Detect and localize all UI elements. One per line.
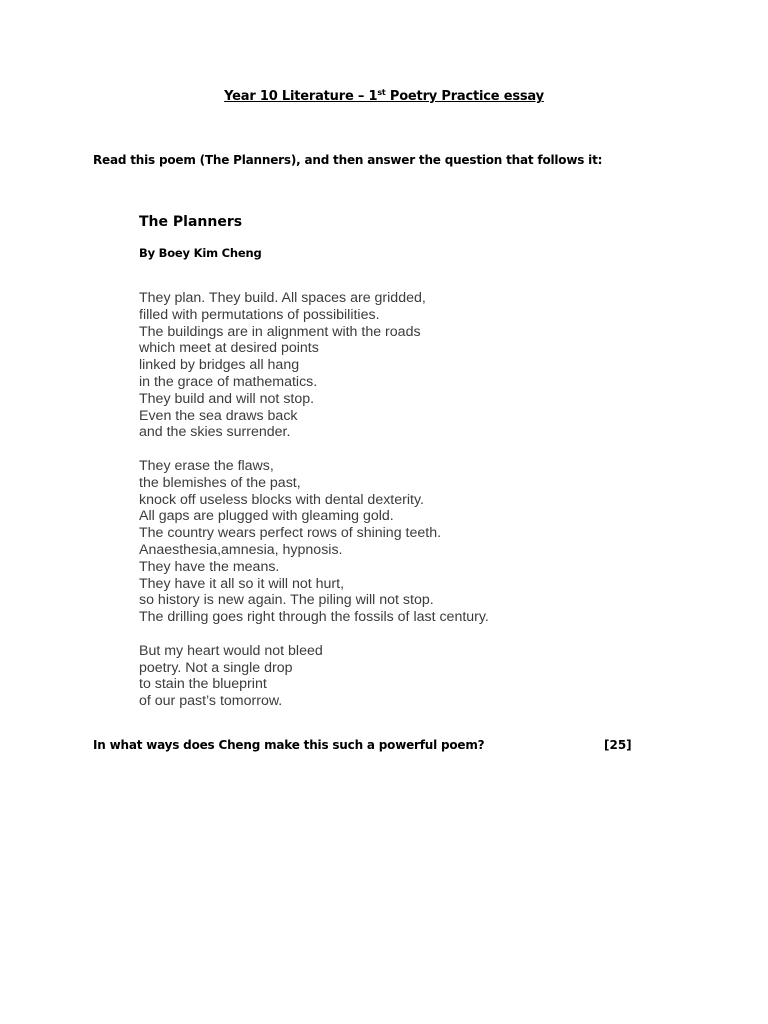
poem-line: the blemishes of the past, (139, 474, 301, 491)
poem-line: The buildings are in alignment with the roads (139, 323, 421, 340)
poem-author: By Boey Kim Cheng (139, 246, 262, 260)
marks-label: [25] (604, 738, 632, 752)
title-prefix: Year 10 Literature – 1 (224, 89, 378, 104)
poem-line: They erase the flaws, (139, 457, 274, 474)
stanza-1 (139, 290, 489, 441)
instruction-text: Read this poem (The Planners), and then answer the question that follows it: (93, 153, 603, 167)
poem-line: The country wears perfect rows of shining teeth. (139, 525, 442, 542)
poem-line: in the grace of mathematics. (139, 373, 318, 390)
poem-line: and the skies surrender. (139, 424, 291, 441)
poem-line: All gaps are plugged with gleaming gold. (139, 508, 394, 525)
poem-line: Anaesthesia,amnesia, hypnosis. (139, 541, 343, 558)
poem-line: knock off useless blocks with dental dexterity. (139, 491, 424, 508)
poem-title: The Planners (139, 214, 243, 230)
poem-line: The drilling goes right through the fossils of last century. (139, 609, 489, 626)
essay-question: In what ways does Cheng make this such a powerful poem? (93, 738, 485, 752)
poem-line: so history is new again. The piling will not stop. (139, 592, 434, 609)
poem-line: They plan. They build. All spaces are gridded, (139, 290, 426, 306)
poem-line: linked by bridges all hang (139, 357, 300, 374)
poem-line: of our past’s tomorrow. (139, 693, 283, 710)
poem-line: They build and will not stop. (139, 390, 315, 407)
poem-line: which meet at desired points (139, 340, 319, 357)
page-title (0, 89, 768, 104)
poem-line: Even the sea draws back (139, 407, 298, 424)
title-superscript: st (377, 88, 386, 97)
poem-line: But my heart would not bleed (139, 642, 323, 659)
title-suffix: Poetry Practice essay (385, 89, 544, 104)
stanza-2 (139, 458, 489, 626)
poem-line: filled with permutations of possibilities. (139, 306, 380, 323)
poem-line: They have the means. (139, 558, 280, 575)
poem-line: poetry. Not a single drop (139, 659, 293, 676)
poem-body (139, 290, 489, 710)
poem-line: They have it all so it will not hurt, (139, 575, 345, 592)
poem-line: to stain the blueprint (139, 676, 267, 693)
stanza-3 (139, 643, 489, 710)
